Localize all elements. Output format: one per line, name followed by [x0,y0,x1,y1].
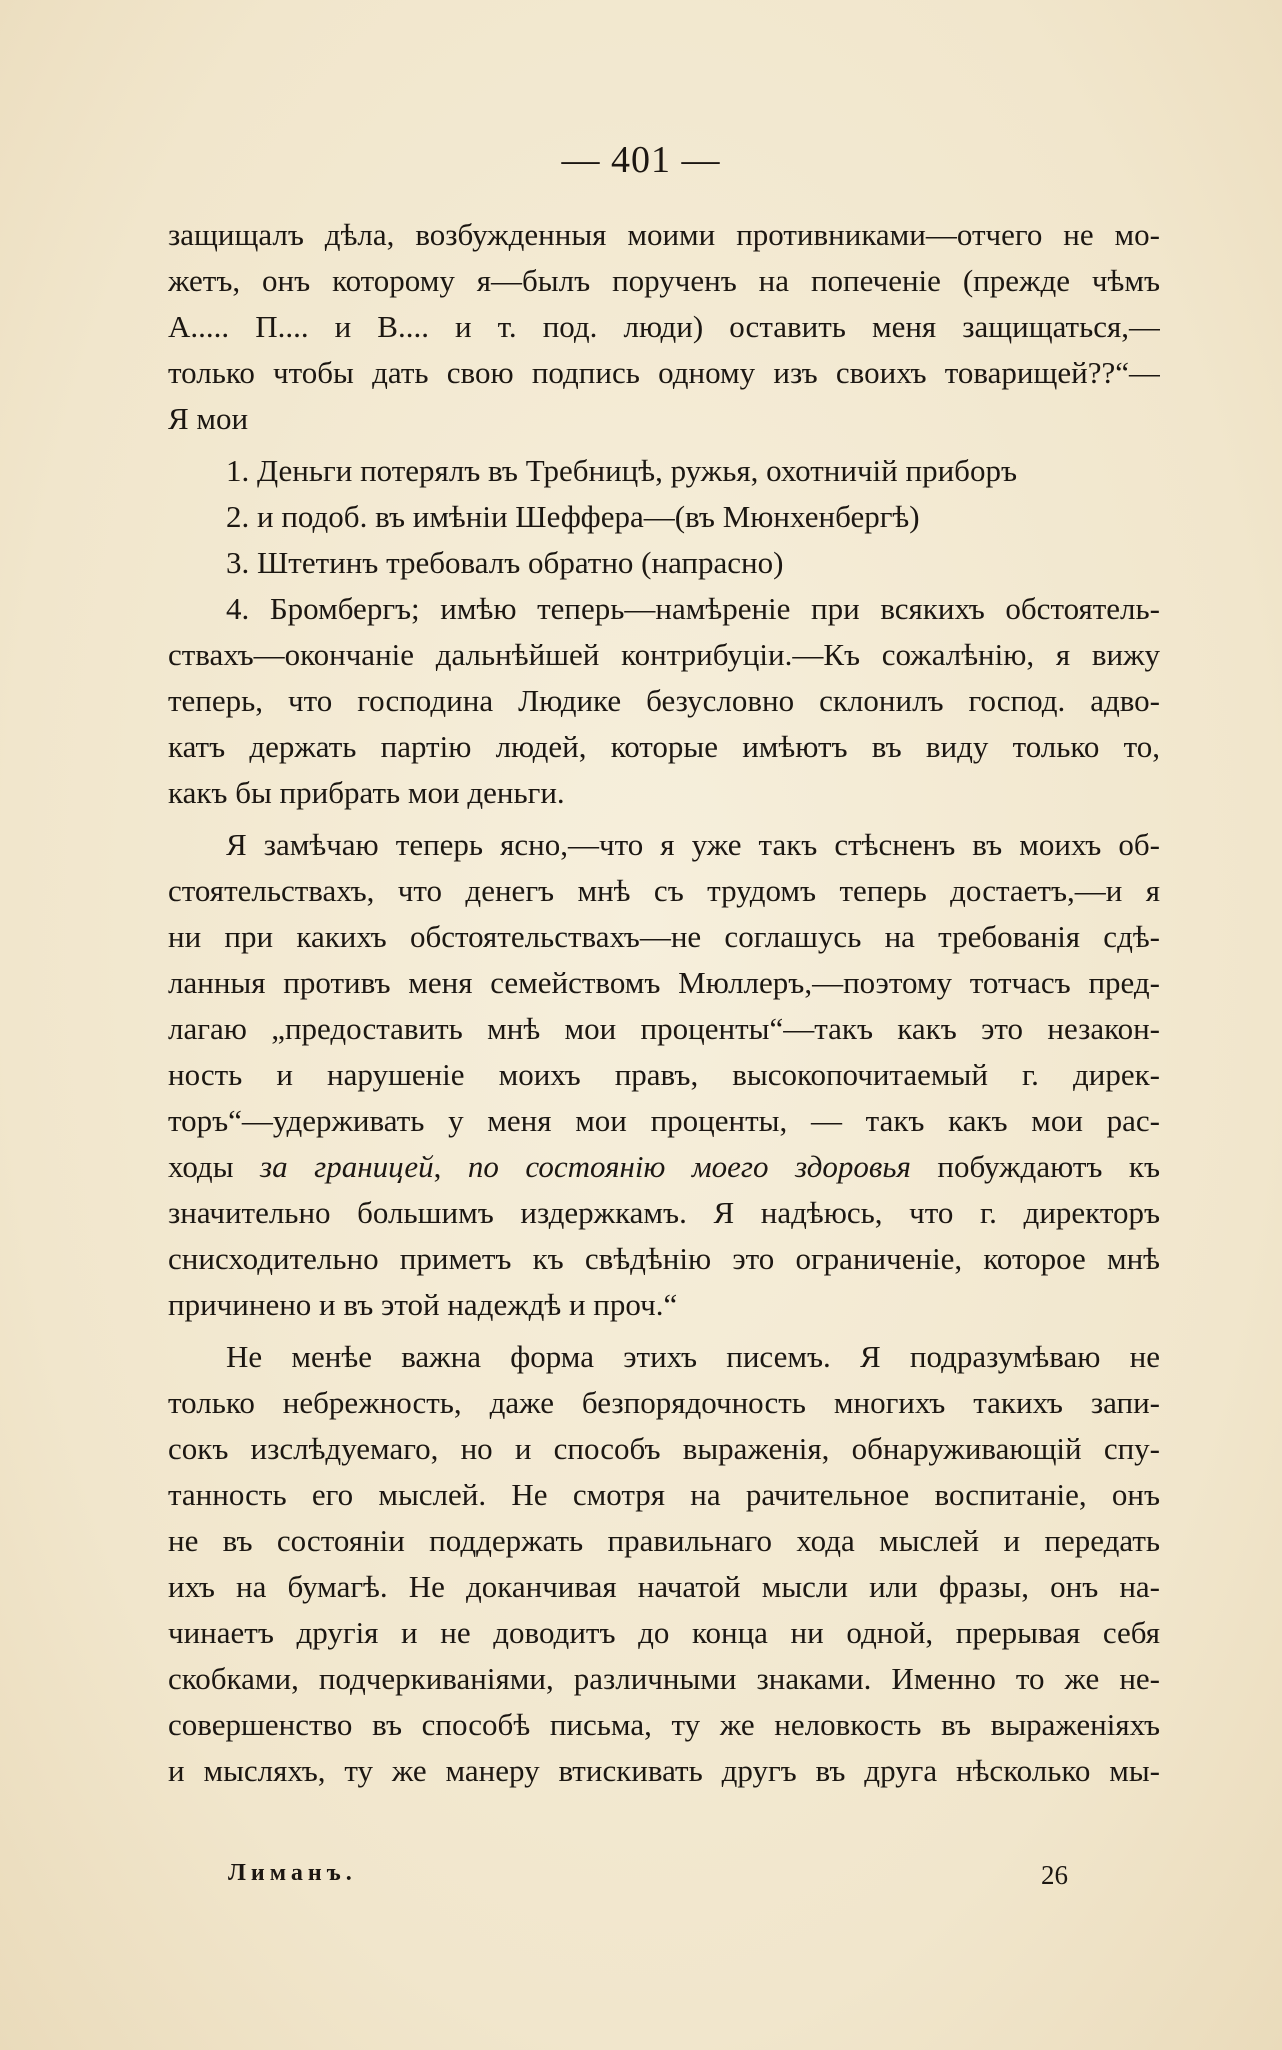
text-fragment: побуждаютъ къ [910,1149,1160,1184]
paragraph-start: Не менѣе важна форма этихъ писемъ. Я подразумѣваю не [226,1339,1160,1374]
text-line: какъ бы прибрать мои деньги. [168,775,565,810]
page-number: — 401 — [561,139,721,181]
text-line: значительно большимъ издержкамъ. Я надѣюсь, что г. директоръ [168,1195,1160,1230]
paragraph-start: Я замѣчаю теперь ясно,—что я уже такъ стѣсненъ въ моихъ об- [226,827,1160,862]
text-line: скобками, подчеркиваніями, различными знаками. Именно то же не- [168,1661,1160,1696]
text-line: жетъ, онъ которому я—былъ порученъ на попеченіе (прежде чѣмъ [168,263,1160,298]
text-line: ланныя противъ меня семействомъ Мюллеръ,—поэтому тотчасъ пред- [168,965,1160,1000]
text-fragment: , [433,1149,468,1184]
text-line-with-emphasis [168,1144,1160,1190]
list-item: 4. Бромбергъ; имѣю теперь—намѣреніе при всякихъ обстоятель- [226,591,1160,626]
text-line: стоятельствахъ, что денегъ мнѣ съ трудомъ теперь достаетъ,—и я [168,873,1160,908]
text-line: ность и нарушеніе моихъ правъ, высокопочитаемый г. дирек- [168,1057,1160,1092]
text-line: танность его мыслей. Не смотря на рачительное воспитаніе, онъ [168,1477,1160,1512]
text-line: причинено и въ этой надеждѣ и проч.“ [168,1287,678,1322]
list-item: 1. Деньги потерялъ въ Требницѣ, ружья, охотничій приборъ [226,453,1017,488]
text-line: торъ“—удерживать у меня мои проценты, — такъ какъ мои рас- [168,1103,1160,1138]
text-line: совершенство въ способѣ письма, ту же неловкость въ выраженіяхъ [168,1707,1160,1742]
text-fragment: ходы [168,1149,261,1184]
text-line: не въ состояніи поддержать правильнаго хода мыслей и передать [168,1523,1160,1558]
text-line: снисходительно приметъ къ свѣдѣнію это ограниченіе, которое мнѣ [168,1241,1160,1276]
text-line: защищалъ дѣла, возбужденныя моими противниками—отчего не мо- [168,217,1160,252]
emphasis-health: по состоянію моего здоровья [467,1149,911,1184]
list-item: 2. и подоб. въ имѣніи Шеффера—(въ Мюнхенбергѣ) [226,499,920,534]
text-line: только чтобы дать свою подпись одному изъ своихъ товарищей??“— [168,355,1160,390]
text-line: только небрежность, даже безпорядочность многихъ такихъ запи- [168,1385,1160,1420]
text-line: сокъ изслѣдуемаго, но и способъ выраженія, обнаруживающій спу- [168,1431,1160,1466]
signature-mark: 26 [1041,1860,1068,1890]
text-line: А..... П.... и В.... и т. под. люди) оставить меня защищаться,— [168,309,1160,344]
text-line: Я мои [168,401,249,436]
footer-author: Лиманъ. [228,1860,357,1886]
text-line: ствахъ—окончаніе дальнѣйшей контрибуціи.—Къ сожалѣнію, я вижу [168,637,1160,672]
text-line: лагаю „предоставить мнѣ мои проценты“—такъ какъ это незакон- [168,1011,1160,1046]
body-text [168,212,1160,1794]
text-line: ни при какихъ обстоятельствахъ—не соглашусь на требованія сдѣ- [168,919,1160,954]
text-line: ихъ на бумагѣ. Не доканчивая начатой мысли или фразы, онъ на- [168,1569,1160,1604]
list-item: 3. Штетинъ требовалъ обратно (напрасно) [226,545,784,580]
text-line: и мысляхъ, ту же манеру втискивать другъ въ друга нѣсколько мы- [168,1753,1160,1788]
page-footer [228,1860,1068,1890]
emphasis-abroad: за границей [260,1149,434,1184]
text-line: теперь, что господина Людике безусловно склонилъ господ. адво- [168,683,1160,718]
text-line: чинаетъ другія и не доводитъ до конца ни одной, прерывая себя [168,1615,1160,1650]
text-line: катъ держать партію людей, которые имѣютъ въ виду только то, [168,729,1160,764]
